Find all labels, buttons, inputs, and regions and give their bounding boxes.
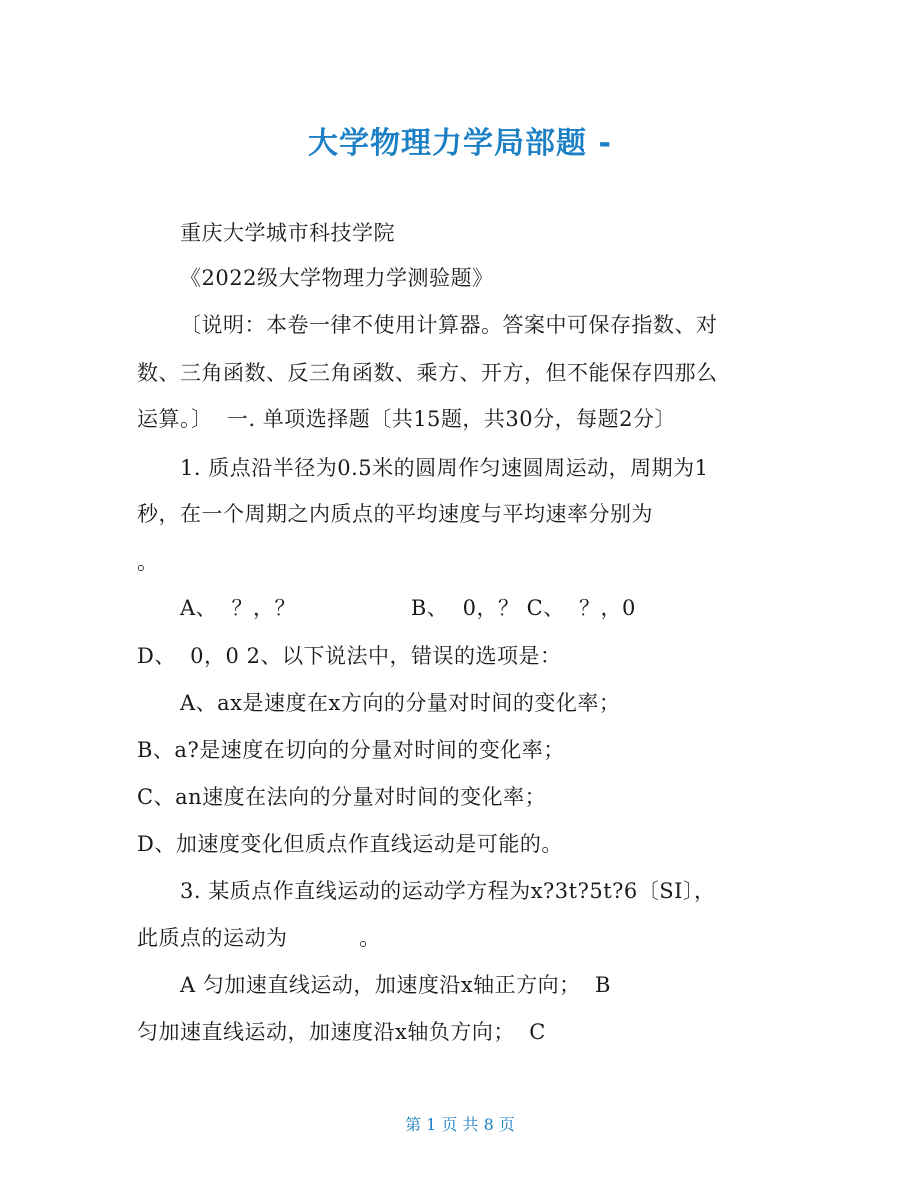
text-line-q3-option-a: A 匀加速直线运动，加速度沿x轴正方向； B (180, 973, 611, 997)
page-title: 大学物理力学局部题 - (308, 126, 612, 161)
text-line-q2-b: B、a?是速度在切向的分量对时间的变化率； (137, 738, 565, 762)
page-footer: 第 1 页 共 8 页 (405, 1115, 515, 1134)
text-line-school: 重庆大学城市科技学院 (180, 221, 395, 245)
text-line-q2-d: D、加速度变化但质点作直线运动是可能的。 (137, 832, 563, 856)
text-line-q1-a: 1. 质点沿半径为0.5米的圆周作匀速圆周运动，周期为1 (180, 456, 709, 480)
text-line-q3-option-b: 匀加速直线运动，加速度沿x轴负方向； C (137, 1020, 546, 1044)
text-line-q3-b: 此质点的运动为 。 (137, 926, 381, 950)
text-line-q2-a: A、ax是速度在x方向的分量对时间的变化率； (180, 691, 621, 715)
text-line-q2-c: C、an速度在法向的分量对时间的变化率； (137, 785, 547, 809)
text-line-q1-d-q2: D、 0，0 2、以下说法中，错误的选项是： (137, 644, 562, 668)
text-line-q3-a: 3. 某质点作直线运动的运动学方程为x?3t?5t?6〔SI〕， (180, 879, 716, 903)
text-line-instructions-2: 数、三角函数、反三角函数、乘方、开方，但不能保存四那么 (137, 361, 718, 385)
text-line-exam-name: 《2022级大学物理力学测验题》 (180, 266, 494, 290)
text-line-q1-options: A、 ？，？ B、 0，？ C、 ？，0 (180, 596, 636, 620)
text-line-q1-c: 。 (137, 550, 159, 574)
text-line-q1-b: 秒，在一个周期之内质点的平均速度与平均速率分别为 (137, 502, 653, 526)
text-line-instructions-1: 〔说明：本卷一律不使用计算器。答案中可保存指数、对 (180, 313, 718, 337)
text-line-section-heading: 运算。〕 一. 单项选择题〔共15题，共30分，每题2分〕 (137, 407, 677, 431)
